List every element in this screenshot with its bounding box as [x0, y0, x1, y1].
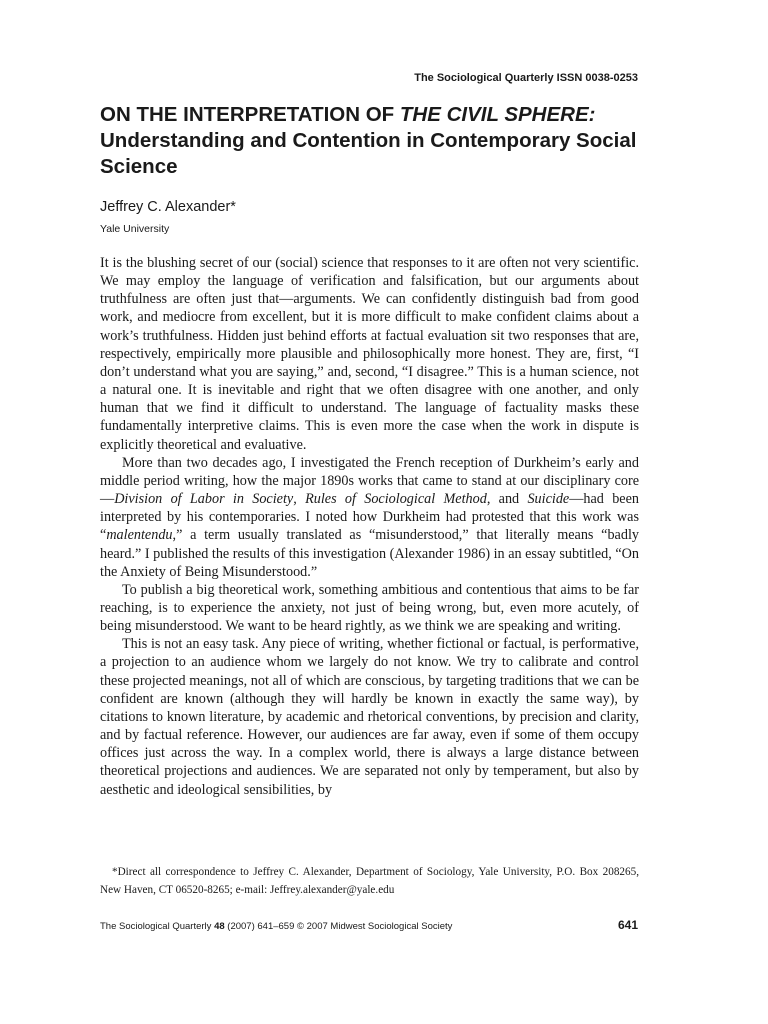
journal-issn-header: The Sociological Quarterly ISSN 0038-0253: [414, 72, 638, 84]
author-name: Jeffrey C. Alexander*: [100, 199, 236, 215]
body-paragraph-2: [100, 454, 639, 581]
footer-volume: 48: [214, 921, 225, 932]
article-title: [100, 102, 660, 180]
title-italic-part: THE CIVIL SPHERE:: [399, 103, 596, 126]
book-title-division-of-labor: Division of Labor in Society: [114, 491, 294, 508]
term-malentendu: malentendu: [106, 527, 173, 544]
p2-text-4: —had been interpreted by his contemporaries. I noted how Durkheim had protested that this work was “: [100, 491, 639, 544]
article-body: [100, 254, 639, 799]
footer-citation: [100, 921, 452, 932]
body-paragraph-1: It is the blushing secret of our (social) science that responses to it are often not very scientific. We may employ the language of verification and falsification, but our arguments about truthfulness are often just that—arguments. We can confidently distinguish bad from good work, and mediocre from excellent, but it is more difficult to make confident claims about a work’s truthfulness. Hidden just behind efforts at factual evaluation sit two responses that are, respectively, empirically more plausible and philosophically more honest. They are, first, “I don’t understand what you are saying,” and, second, “I disagree.” This is a human science, not a natural one. It is inevitable and right that we often disagree with one another, and only human that we find it difficult to understand. The language of factuality masks these fundamentally interpretive claims. This is even more the case when the work in dispute is explicitly theoretical and evaluative.: [100, 255, 639, 453]
p2-text-3: , and: [486, 491, 528, 508]
page-number: 641: [617, 918, 638, 932]
body-paragraph-3: To publish a big theoretical work, something ambitious and contentious that aims to be far reaching, is to experience the anxiety, not just of being wrong, but, even more acutely, of being misunderstood. We want to be heard rightly, as we think we are speaking and writing.: [100, 581, 639, 635]
title-part-2: Understanding and Contention in Contemporary Social Science: [100, 129, 637, 178]
title-part-1: ON THE INTERPRETATION OF: [100, 103, 400, 126]
footer-citation-details: (2007) 641–659 © 2007 Midwest Sociological Society: [224, 921, 453, 932]
footer-journal-name: The Sociological Quarterly: [100, 921, 215, 932]
correspondence-footnote: *Direct all correspondence to Jeffrey C. Alexander, Department of Sociology, Yale University, P.O. Box 208265, New Haven, CT 06520-8265; e-mail: Jeffrey.alexander@yale.edu: [100, 866, 639, 896]
p2-text-2: ,: [293, 491, 306, 508]
p2-text-1: More than two decades ago, I investigated the French reception of Durkheim’s early and middle period writing, how the major 1890s works that came to stand at our disciplinary core—: [100, 454, 639, 508]
book-title-rules: Rules of Sociological Method: [305, 491, 487, 508]
book-title-suicide: Suicide: [527, 491, 570, 508]
body-paragraph-4: This is not an easy task. Any piece of writing, whether fictional or factual, is performative, a projection to an audience whom we largely do not know. We try to calibrate and control these projected meanings, not all of which are conscious, by targeting traditions that we can be confident are known (although they will hardly be known in exactly the same way), by citations to known literature, by academic and rhetorical conventions, by precision and clarity, and by factual reference. However, our audiences are far away, even if some of them occupy offices just across the way. In a complex world, there is always a large distance between theoretical projections and audiences. We are separated not only by temperament, but also by aesthetic and ideological sensibilities, by: [100, 636, 639, 798]
author-affiliation: Yale University: [100, 223, 170, 235]
p2-text-5: ,” a term usually translated as “misunderstood,” that literally means “badly heard.” I published the results of this investigation (Alexander 1986) in an essay subtitled, “On the Anxiety of Being Misunderstood.”: [100, 527, 640, 580]
